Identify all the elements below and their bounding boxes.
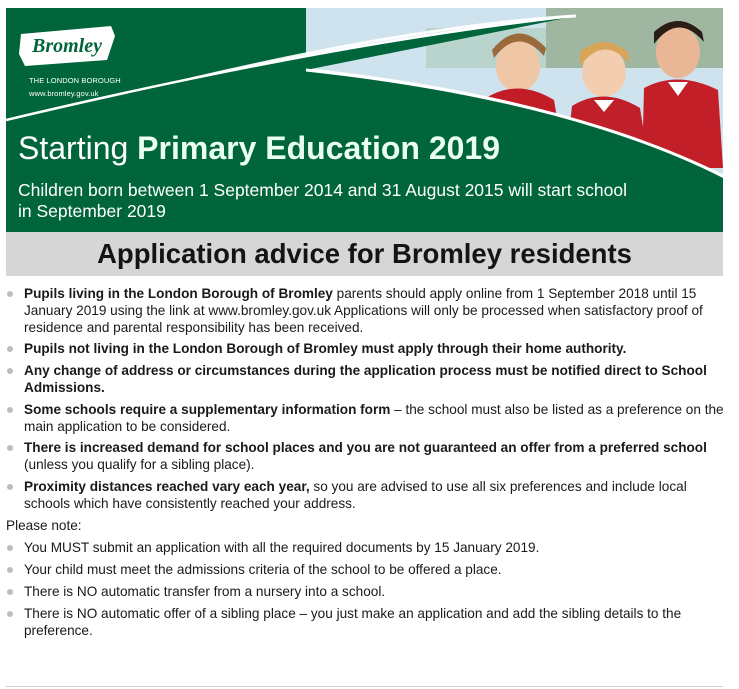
list-item [6,440,724,474]
item-bold-text: There is increased demand for school places and you are not guaranteed an offer from a preferred school [24,440,707,456]
list-item [6,363,724,397]
list-item [6,286,724,336]
bullet-icon [7,407,13,413]
list-item [6,402,724,436]
bullet-icon [7,589,13,595]
item-bold-text: Proximity distances reached vary each year, [24,478,310,494]
title-year: 2019 [419,130,500,166]
item-bold-text: Pupils not living in the London Borough of Bromley must apply through their home authority. [24,341,627,357]
bromley-logo [17,24,125,99]
bullet-icon [7,484,13,490]
bullet-icon [7,445,13,451]
svg-text:Bromley: Bromley [32,35,102,57]
item-bold-text: Some schools require a supplementary information form [24,401,391,417]
item-text: – the school must also be listed as a preference on the main application to be considered. [24,401,724,434]
advice-content [6,286,724,644]
item-bold-text: Any change of address or circumstances during the application process must be notified direct to School Admissions. [24,363,707,395]
header-banner [6,8,723,232]
page-subtitle: Children born between 1 September 2014 and 31 August 2015 will start school in September 2019 [18,180,628,221]
title-start: Starting [18,130,138,166]
advice-list [6,286,724,513]
item-bold-text: Pupils living in the London Borough of Bromley [24,286,333,301]
logo-website-text: www.bromley.gov.uk [29,89,99,98]
bullet-icon [7,567,13,573]
note-item [6,584,724,601]
title-main: Primary Education [137,130,420,166]
list-item [6,479,724,513]
note-item [6,606,724,640]
note-text: There is NO automatic offer of a sibling place – you just make an application and add the sibling details to the preference. [24,605,682,638]
item-text: so you are advised to use all six preferences and include local schools which have consistently reached your address. [24,478,687,511]
advice-strip [6,232,723,276]
page-title [18,128,500,168]
note-item [6,540,724,557]
bullet-icon [7,368,13,374]
item-text: parents should apply online from 1 September 2018 until 15 January 2019 using the link at www.bromley.gov.uk Applications will only be processed when satisfactory proof of residence and parental responsibility has been received. [24,286,703,335]
bullet-icon [7,545,13,551]
logo-borough-text: THE LONDON BOROUGH [29,76,121,85]
advice-heading: Application advice for Bromley residents [97,238,632,269]
list-item [6,341,724,358]
note-text: There is NO automatic transfer from a nursery into a school. [24,583,386,599]
note-text: You MUST submit an application with all the required documents by 15 January 2019. [24,540,540,556]
notes-list [6,540,724,639]
note-text: Your child must meet the admissions criteria of the school to be offered a place. [24,562,502,578]
note-heading: Please note: [6,517,82,533]
footer-divider [6,686,723,687]
bullet-icon [7,611,13,617]
item-text: (unless you qualify for a sibling place). [24,457,255,473]
bromley-logo-mark [17,24,117,68]
bullet-icon [7,291,13,297]
note-item [6,562,724,579]
bullet-icon [7,346,13,352]
